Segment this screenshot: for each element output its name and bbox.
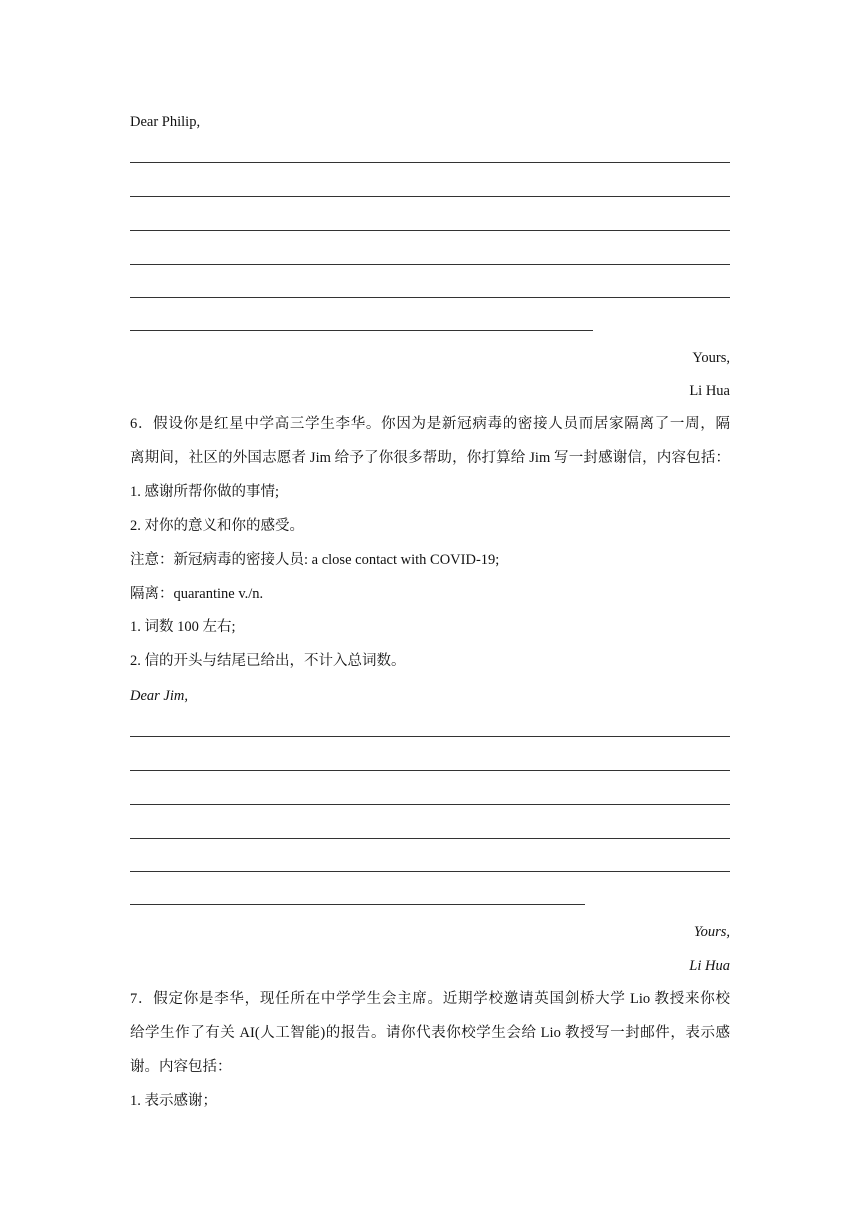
q6-item2: 2. 对你的意义和你的感受。: [130, 518, 304, 534]
answer-line: [130, 838, 730, 839]
q6-req2: 2. 信的开头与结尾已给出，不计入总词数。: [130, 653, 406, 669]
letter1-salutation: Dear Philip,: [130, 114, 201, 130]
document-page: [130, 0, 730, 1216]
q7-prompt-line1: 7．假定你是李华，现任所在中学学生会主席。近期学校邀请英国剑桥大学 Lio 教授来你校: [130, 991, 730, 1007]
answer-line: [130, 736, 730, 737]
answer-line: [130, 871, 730, 872]
q6-note1: 注意：新冠病毒的密接人员: a close contact with COVID-19;: [130, 552, 500, 568]
q6-prompt-line1: 6．假设你是红星中学高三学生李华。你因为是新冠病毒的密接人员而居家隔离了一周，隔: [130, 416, 730, 432]
answer-line: [130, 297, 730, 298]
q6-item1: 1. 感谢所帮你做的事情;: [130, 484, 280, 500]
q6-prompt-line2: 离期间，社区的外国志愿者 Jim 给予了你很多帮助，你打算给 Jim 写一封感谢信，内容包括：: [130, 450, 730, 466]
answer-line-short: [130, 330, 593, 331]
q6-signature: Li Hua: [689, 958, 730, 974]
letter1-signature: Li Hua: [689, 383, 730, 399]
q6-note2: 隔离：quarantine v./n.: [130, 586, 264, 602]
q7-prompt-line2: 给学生作了有关 AI(人工智能)的报告。请你代表你校学生会给 Lio 教授写一封邮件，表示感: [130, 1025, 730, 1041]
letter1-closing: Yours,: [692, 350, 730, 366]
q6-closing: Yours,: [693, 924, 730, 940]
q6-salutation: Dear Jim,: [130, 688, 188, 704]
answer-line: [130, 230, 730, 231]
q7-item1: 1. 表示感谢；: [130, 1093, 217, 1109]
answer-line: [130, 162, 730, 163]
q6-req1: 1. 词数 100 左右;: [130, 619, 236, 635]
answer-line: [130, 804, 730, 805]
answer-line-short: [130, 904, 585, 905]
answer-line: [130, 770, 730, 771]
q7-prompt-line3: 谢。内容包括：: [130, 1059, 232, 1075]
answer-line: [130, 264, 730, 265]
answer-line: [130, 196, 730, 197]
